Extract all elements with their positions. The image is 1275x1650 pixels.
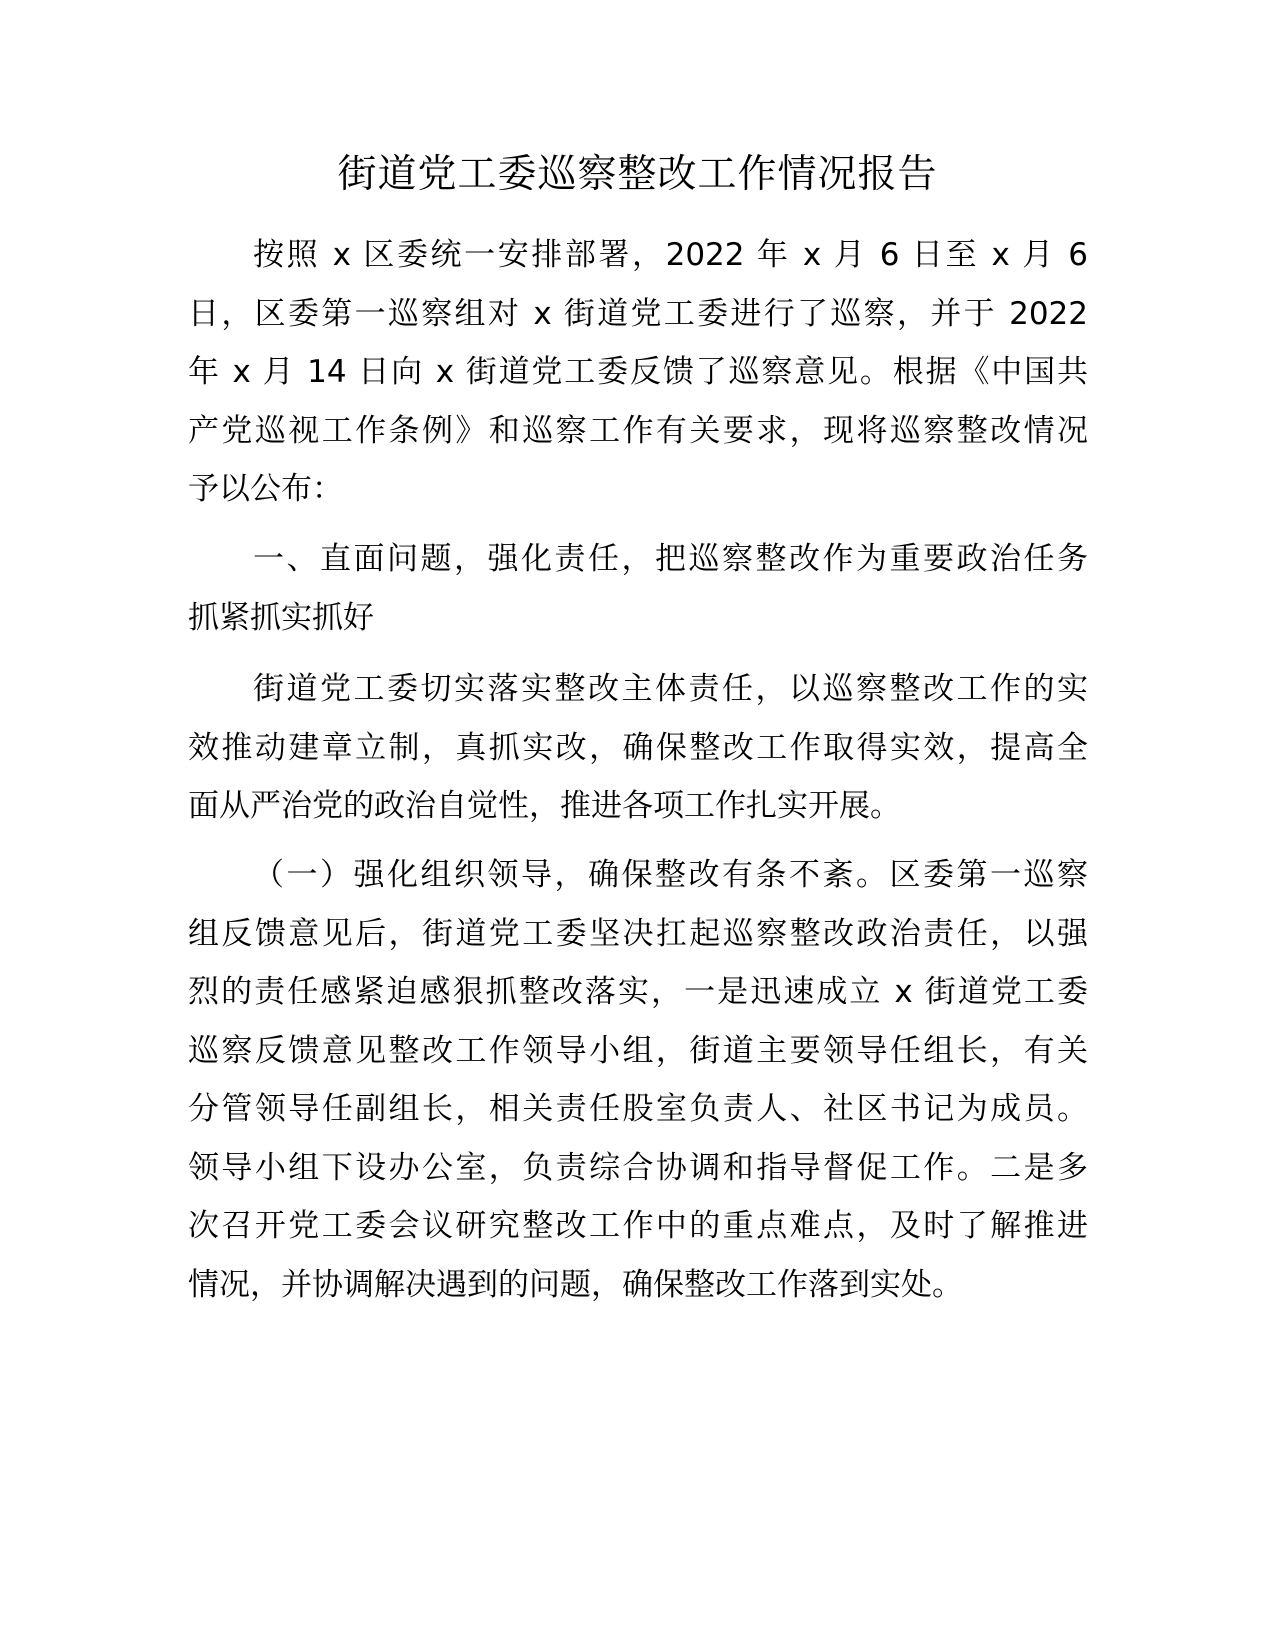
paragraph-subsection-1	[188, 846, 1088, 1314]
paragraph-line: 街道党工委切实落实整改主体责任，以巡察整改工作的实	[253, 671, 1088, 707]
paragraph-intro	[188, 226, 1088, 519]
paragraph-line: 次召开党工委会议研究整改工作中的重点难点，及时了解推进	[188, 1208, 1088, 1244]
heading-line: 一、直面问题，强化责任，把巡察整改作为重要政治任务	[253, 541, 1088, 577]
paragraph-line: 领导小组下设办公室，负责综合协调和指导督促工作。二是多	[188, 1149, 1088, 1186]
paragraph-line: 烈的责任感紧迫感狠抓整改落实，一是迅速成立 x 街道党工委	[188, 974, 1088, 1010]
paragraph-line: 分管领导任副组长，相关责任股室负责人、社区书记为成员。	[188, 1091, 1088, 1127]
paragraph-line: 面从严治党的政治自觉性，推进各项工作扎实开展。	[188, 788, 901, 824]
document-title: 街道党工委巡察整改工作情况报告	[337, 152, 938, 197]
section-heading-1	[188, 530, 1088, 647]
paragraph-line: 产党巡视工作条例》和巡察工作有关要求，现将巡察整改情况	[188, 412, 1088, 449]
paragraph-section-1-body	[188, 660, 1088, 836]
paragraph-line: 日，区委第一巡察组对 x 街道党工委进行了巡察，并于 2022	[188, 295, 1088, 332]
paragraph-line: 效推动建章立制，真抓实改，确保整改工作取得实效，提高全	[188, 729, 1088, 766]
paragraph-line: 组反馈意见后，街道党工委坚决扛起巡察整改政治责任，以强	[188, 915, 1088, 952]
paragraph-line: 予以公布：	[188, 471, 343, 507]
paragraph-line: 巡察反馈意见整改工作领导小组，街道主要领导任组长，有关	[188, 1032, 1088, 1069]
paragraph-line: 年 x 月 14 日向 x 街道党工委反馈了巡察意见。根据《中国共	[188, 354, 1088, 390]
paragraph-line: 按照 x 区委统一安排部署，2022 年 x 月 6 日至 x 月 6	[253, 237, 1088, 273]
paragraph-line: 情况，并协调解决遇到的问题，确保整改工作落到实处。	[188, 1266, 963, 1303]
paragraph-line: （一）强化组织领导，确保整改有条不紊。区委第一巡察	[253, 857, 1088, 893]
heading-line: 抓紧抓实抓好	[188, 599, 374, 636]
